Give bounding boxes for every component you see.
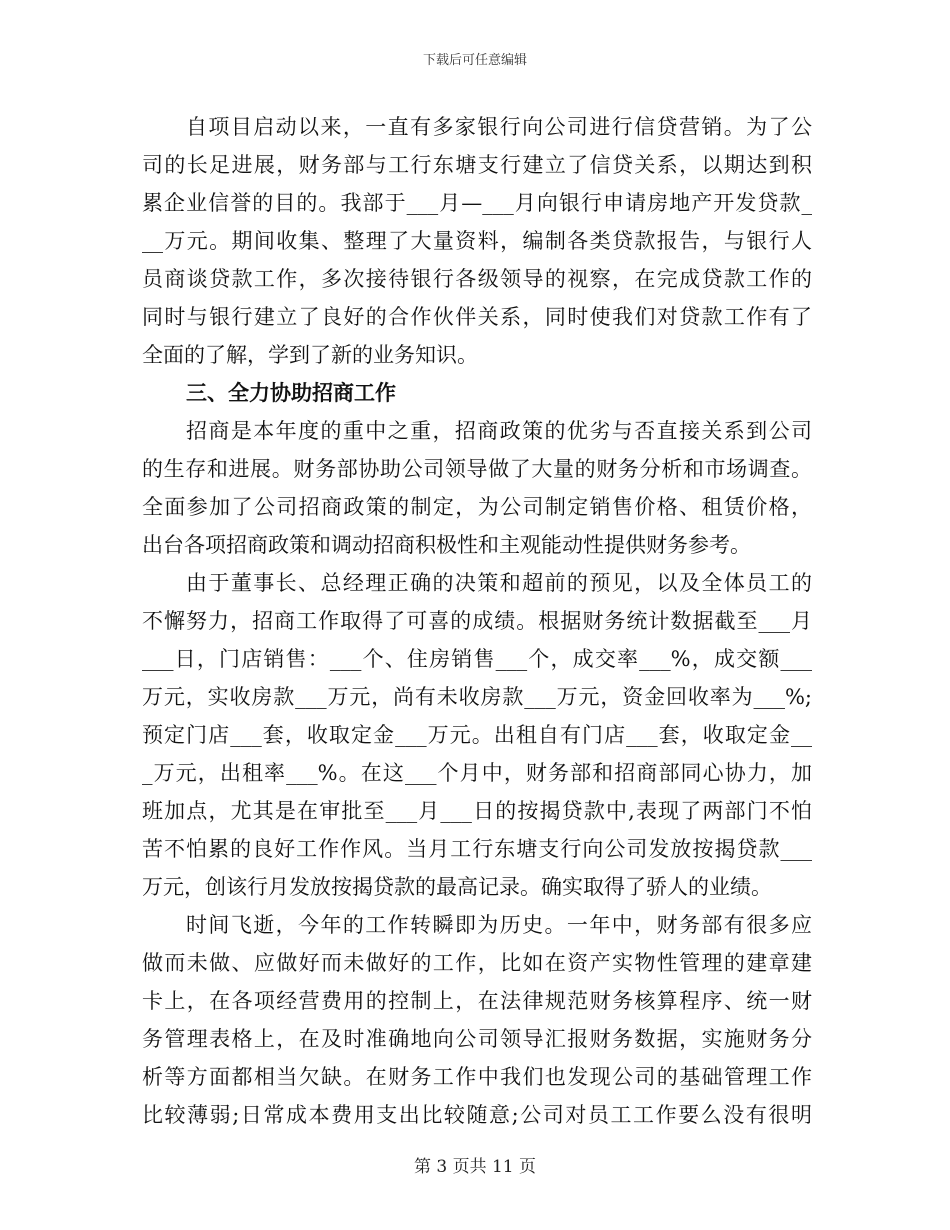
paragraph-shortcomings — [142, 906, 812, 1134]
text-line: 员商谈贷款工作，多次接待银行各级领导的视察，在完成贷款工作的 — [142, 267, 812, 291]
text-line: 班加点，尤其是在审批至___月___日的按揭贷款中,表现了两部门不怕 — [142, 799, 812, 823]
text-line: 的生存和进展。财务部协助公司领导做了大量的财务分析和市场调查。 — [142, 457, 812, 481]
text-line: 由于董事长、总经理正确的决策和超前的预见，以及全体员工的 — [186, 571, 812, 595]
text-line: 做而未做、应做好而未做好的工作，比如在资产实物性管理的建章建 — [142, 951, 812, 975]
paragraph-loan — [142, 108, 812, 374]
text-line: 时间飞逝，今年的工作转瞬即为历史。一年中，财务部有很多应 — [186, 913, 812, 937]
text-line: 务管理表格上，在及时准确地向公司领导汇报财务数据，实施财务分 — [142, 1027, 812, 1051]
text-line: 自项目启动以来，一直有多家银行向公司进行信贷营销。为了公 — [186, 115, 812, 139]
text-line: 累企业信誉的目的。我部于___月—___月向银行申请房地产开发贷款_ — [142, 191, 812, 215]
paragraph-investment-policy — [142, 412, 812, 564]
text-line: 万元，创该行月发放按揭贷款的最高记录。确实取得了骄人的业绩。 — [142, 875, 772, 899]
text-line: ___日，门店销售：___个、住房销售___个，成交率___%，成交额___ — [142, 647, 812, 671]
text-line: 全面参加了公司招商政策的制定，为公司制定销售价格、租赁价格， — [142, 495, 812, 519]
text-line: 不懈努力，招商工作取得了可喜的成绩。根据财务统计数据截至___月 — [142, 609, 812, 633]
page-footer: 第 3 页共 11 页 — [413, 1157, 537, 1177]
page-header: 下载后可任意编辑 — [422, 53, 527, 68]
text-line: 析等方面都相当欠缺。在财务工作中我们也发现公司的基础管理工作 — [142, 1065, 812, 1089]
section-heading: 三、全力协助招商工作 — [186, 381, 396, 405]
text-line: 司的长足进展，财务部与工行东塘支行建立了信贷关系，以期达到积 — [142, 153, 812, 177]
text-line: 预定门店___套，收取定金___万元。出租自有门店___套，收取定金__ — [142, 723, 812, 747]
text-line: _万元，出租率___%。在这___个月中，财务部和招商部同心协力，加 — [142, 761, 812, 785]
text-line: 全面的了解，学到了新的业务知识。 — [142, 343, 478, 367]
text-line: 苦不怕累的良好工作作风。当月工行东塘支行向公司发放按揭贷款___ — [142, 837, 812, 861]
text-line: 招商是本年度的重中之重，招商政策的优劣与否直接关系到公司 — [186, 419, 812, 443]
text-line: 同时与银行建立了良好的合作伙伴关系，同时使我们对贷款工作有了 — [142, 305, 812, 329]
text-line: 比较薄弱;日常成本费用支出比较随意;公司对员工工作要么没有很明 — [142, 1103, 812, 1127]
paragraph-investment-results — [142, 564, 812, 906]
text-line: 万元，实收房款___万元，尚有未收房款___万元，资金回收率为___%; — [142, 685, 812, 709]
text-line: 卡上，在各项经营费用的控制上，在法律规范财务核算程序、统一财 — [142, 989, 812, 1013]
text-line: __万元。期间收集、整理了大量资料，编制各类贷款报告，与银行人 — [142, 229, 812, 253]
text-line: 出台各项招商政策和调动招商积极性和主观能动性提供财务参考。 — [142, 533, 751, 557]
document-body — [142, 108, 812, 1134]
